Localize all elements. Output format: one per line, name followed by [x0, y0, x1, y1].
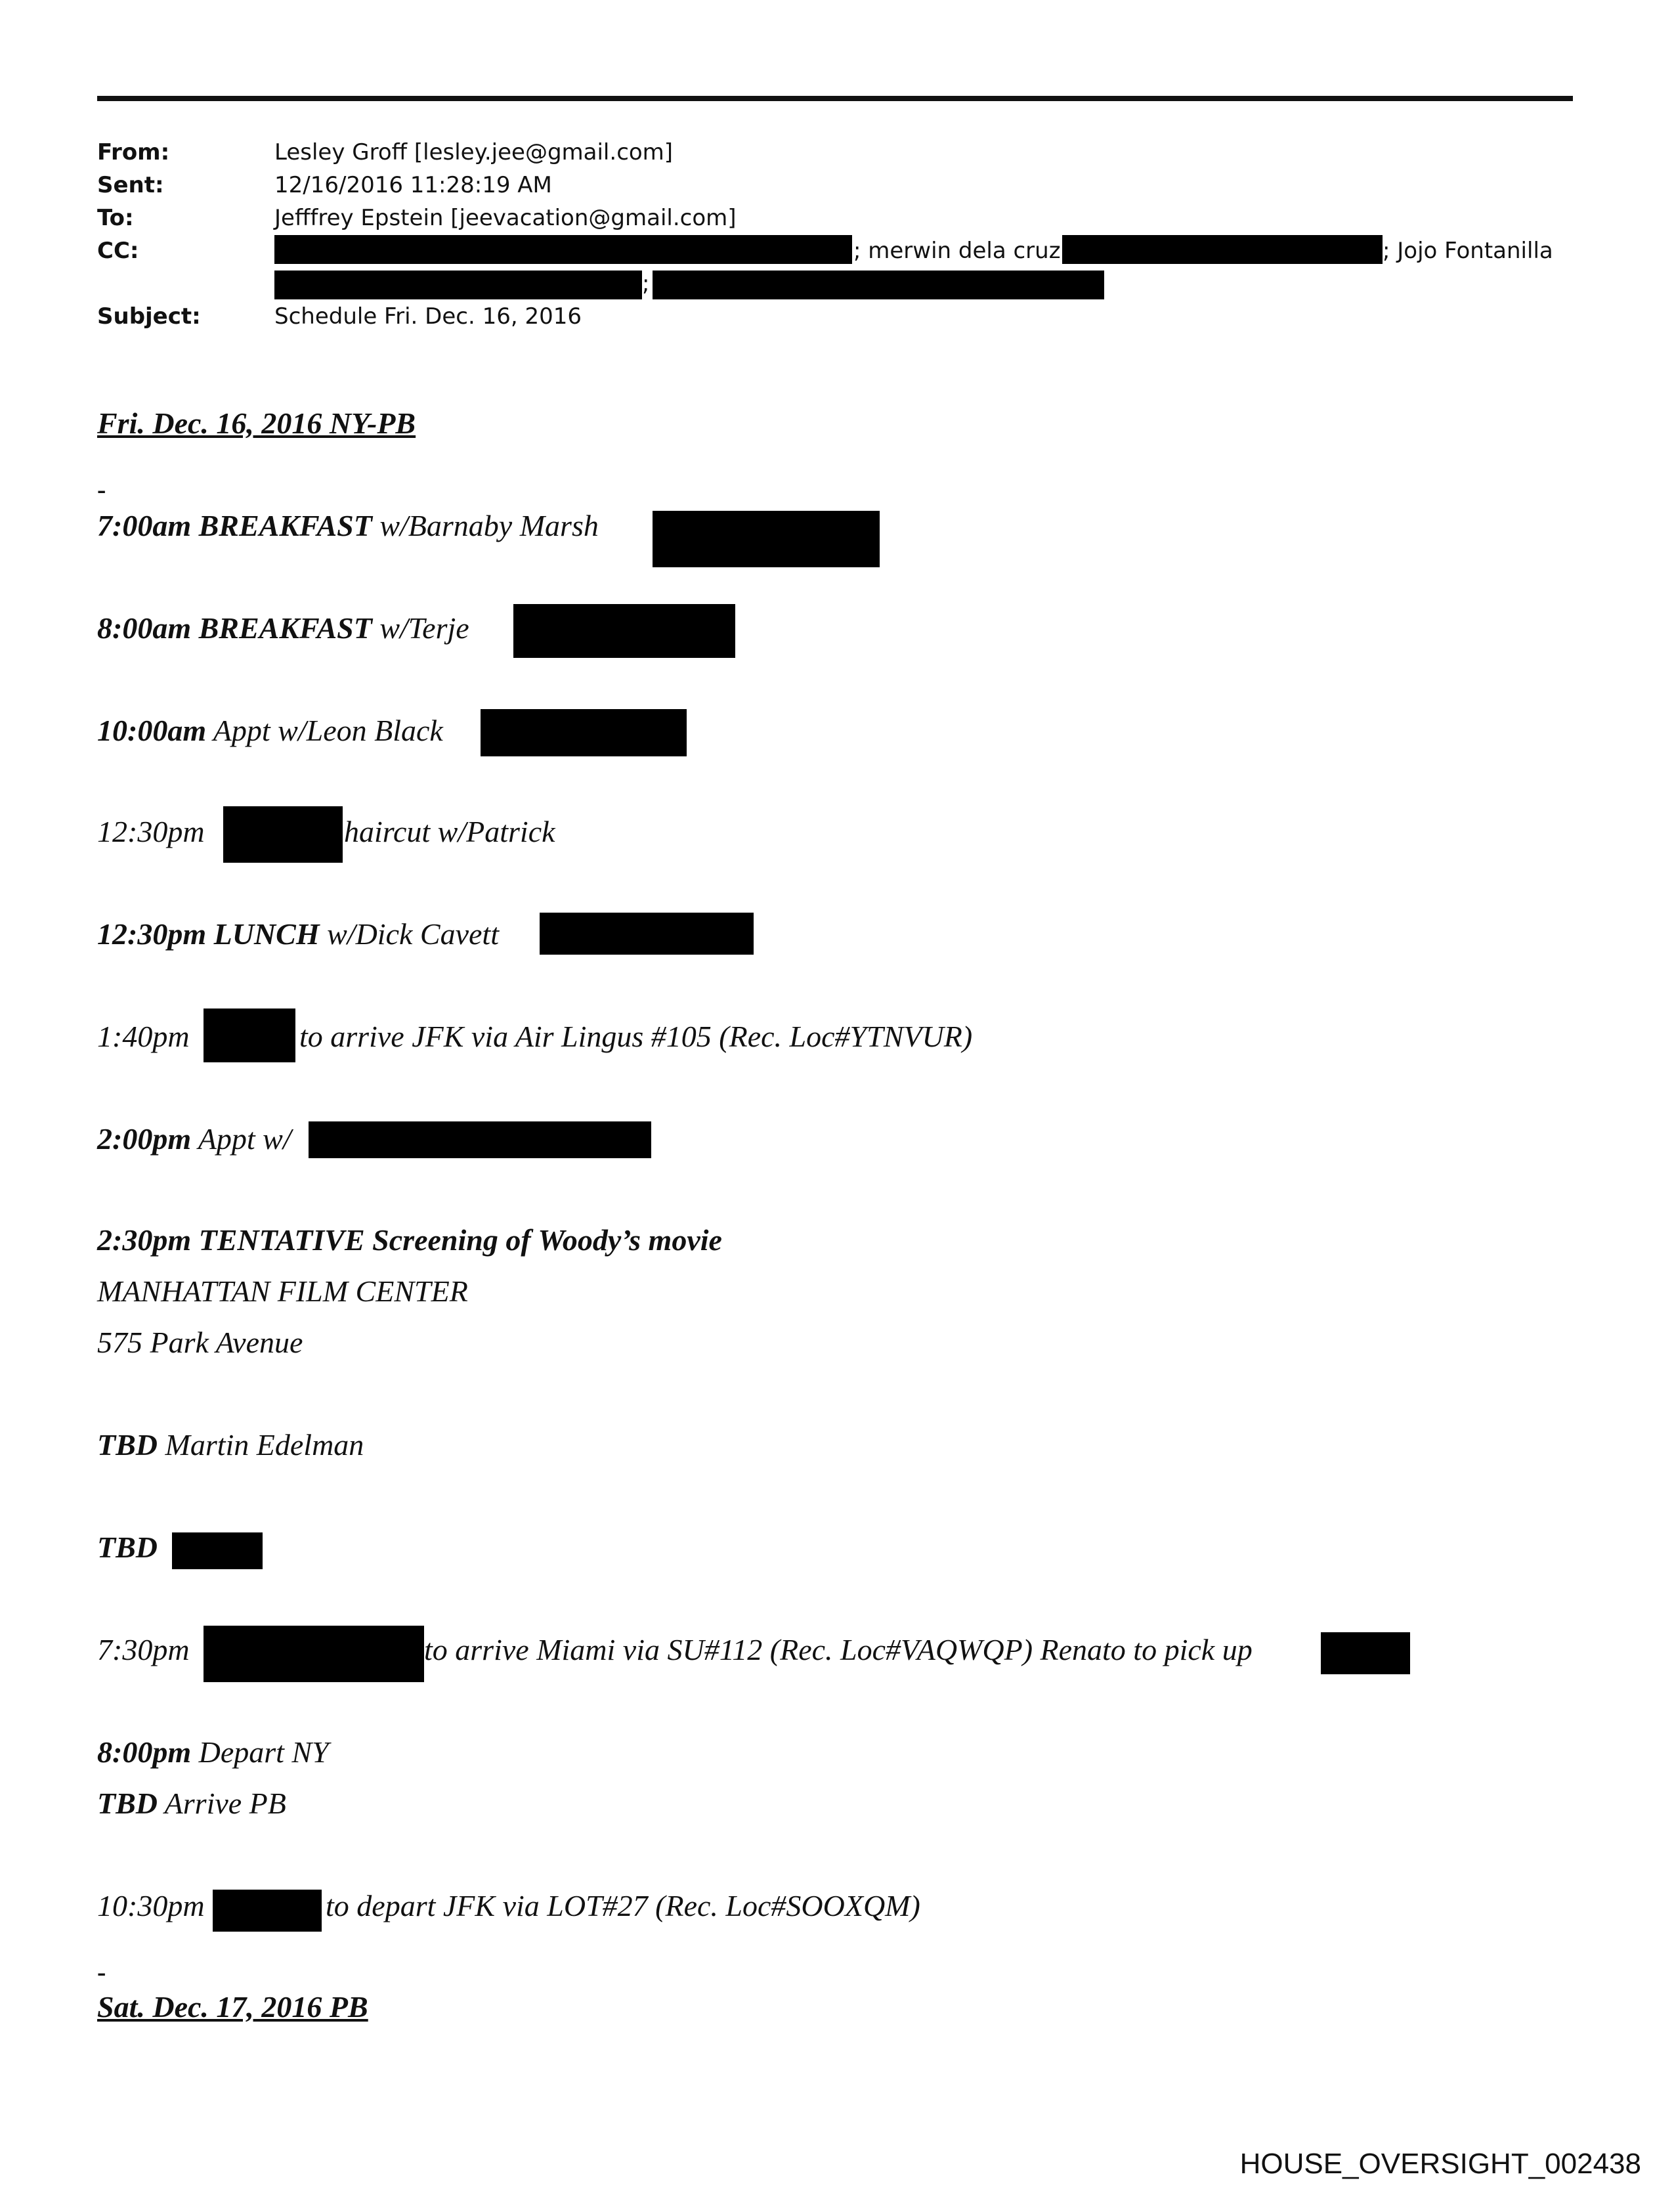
entry-time: 8:00am BREAKFAST	[97, 611, 372, 645]
redaction-block	[274, 235, 852, 264]
entry-text: to arrive Miami via SU#112 (Rec. Loc#VAQWQP) Renato to pick up	[424, 1633, 1253, 1666]
bates-number: HOUSE_OVERSIGHT_002438	[1239, 2148, 1641, 2180]
cc-label: CC:	[97, 238, 139, 264]
sent-label: Sent:	[97, 172, 164, 198]
from-value: Lesley Groff [lesley.jee@gmail.com]	[274, 139, 674, 165]
entry-text: Appt w/	[191, 1122, 291, 1156]
header-rule	[97, 96, 1573, 101]
schedule-entry	[97, 1427, 364, 1463]
entry-text: w/Dick Cavett	[319, 917, 499, 951]
entry-time: 12:30pm LUNCH	[97, 917, 320, 951]
dash-marker: -	[97, 475, 106, 504]
redaction-block	[204, 1626, 424, 1682]
entry-address: 575 Park Avenue	[97, 1326, 303, 1359]
schedule-entry	[97, 1735, 329, 1770]
redaction-block	[1062, 235, 1383, 264]
entry-time: 12:30pm	[97, 815, 205, 848]
redaction-block	[481, 709, 687, 756]
sent-value: 12/16/2016 11:28:19 AM	[274, 172, 552, 198]
redaction-block	[309, 1121, 651, 1158]
redaction-block	[213, 1890, 322, 1932]
day-heading: Sat. Dec. 17, 2016 PB	[97, 1990, 368, 2024]
redaction-block	[172, 1532, 263, 1569]
entry-time: 10:30pm	[97, 1889, 205, 1922]
redaction-block	[204, 1008, 295, 1062]
schedule-entry	[97, 1786, 286, 1821]
entry-time: 2:00pm	[97, 1122, 192, 1156]
entry-text: haircut w/Patrick	[344, 815, 555, 848]
to-label: To:	[97, 205, 134, 231]
cc-separator: ; Jojo Fontanilla	[1383, 238, 1553, 264]
cc-separator: ;	[642, 271, 650, 297]
redaction-block	[274, 271, 642, 299]
entry-title: 2:30pm TENTATIVE Screening of Woody’s movie	[97, 1223, 722, 1257]
redaction-block	[653, 271, 1104, 299]
redaction-block	[540, 913, 754, 955]
entry-text: to arrive JFK via Air Lingus #105 (Rec. Loc#YTNVUR)	[299, 1020, 973, 1053]
schedule-entry	[97, 1121, 291, 1157]
from-label: From:	[97, 139, 170, 165]
schedule-entry	[97, 508, 599, 544]
entry-time: 1:40pm	[97, 1020, 190, 1053]
redaction-block	[1321, 1632, 1410, 1674]
redaction-block	[513, 604, 735, 658]
redaction-block	[223, 806, 343, 863]
day-heading: Fri. Dec. 16, 2016 NY-PB	[97, 406, 416, 440]
redaction-block	[653, 511, 880, 567]
dash-marker: -	[97, 1957, 106, 1987]
entry-time: 8:00pm	[97, 1735, 192, 1769]
entry-text: to depart JFK via LOT#27 (Rec. Loc#SOOXQM)	[326, 1889, 920, 1922]
cc-separator: ; merwin dela cruz	[853, 238, 1061, 264]
schedule-entry	[97, 713, 443, 748]
entry-text: Depart NY	[191, 1735, 329, 1769]
entry-text: Martin Edelman	[158, 1428, 364, 1462]
entry-time: 7:00am BREAKFAST	[97, 509, 372, 542]
entry-time: TBD	[97, 1530, 158, 1564]
entry-time: TBD	[97, 1428, 158, 1462]
subject-value: Schedule Fri. Dec. 16, 2016	[274, 303, 582, 330]
entry-text: w/Barnaby Marsh	[372, 509, 599, 542]
to-value: Jefffrey Epstein [jeevacation@gmail.com]	[274, 205, 737, 231]
subject-label: Subject:	[97, 303, 201, 330]
entry-text: w/Terje	[372, 611, 469, 645]
entry-time: TBD	[97, 1787, 158, 1820]
entry-time: 10:00am	[97, 714, 207, 747]
entry-text: Appt w/Leon Black	[206, 714, 443, 747]
schedule-entry	[97, 611, 469, 646]
entry-text: Arrive PB	[158, 1787, 286, 1820]
schedule-entry	[97, 917, 499, 952]
entry-location: MANHATTAN FILM CENTER	[97, 1274, 468, 1308]
entry-time: 7:30pm	[97, 1633, 190, 1666]
